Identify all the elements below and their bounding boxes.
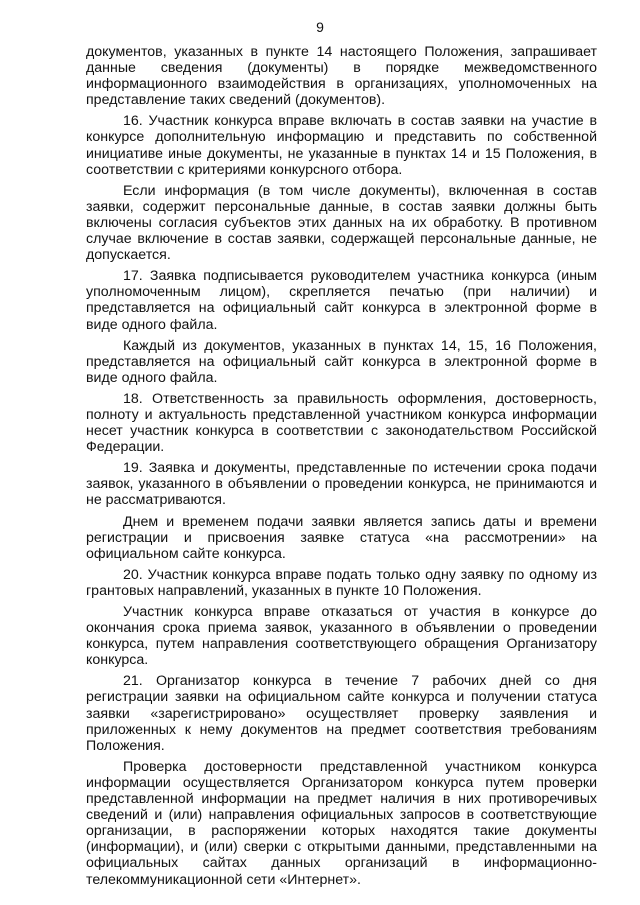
paragraph-16: 16. Участник конкурса вправе включать в состав заявки на участие в конкурсе дополнительную информацию и представить по собственной инициативе иные документы, не указанные в пунктах 14 и 15 Положения, в соответствии с критериями конкурсного отбора. [86, 113, 597, 178]
paragraph-18: 18. Ответственность за правильность оформления, достоверность, полноту и актуальность представленной участником конкурса информации несет участник конкурса в соответствии с законодательством Российской Федерации. [86, 390, 597, 456]
paragraph-19: 19. Заявка и документы, представленные по истечении срока подачи заявок, указанного в объявлении о проведении конкурса, не принимаются и не рассматриваются. [86, 460, 597, 509]
paragraph-verification: Проверка достоверности представленной участником конкурса информации осуществляется Организатором конкурса путем проверки представленной информации на предмет наличия в них противоречивых сведений и (или) направления официальных запросов в соответствующие организации, в распоряжении которых находятся такие документы (информации), и (или) сверки с открытыми данными, представленными на официальных сайтах данных организаций в информационно-телекоммуникационной сети «Интернет». [86, 758, 597, 888]
paragraph-20: 20. Участник конкурса вправе подать только одну заявку по одному из грантовых направлений, указанных в пункте 10 Положения. [86, 566, 597, 599]
paragraph-continuation: документов, указанных в пункте 14 настоящего Положения, запрашивает данные сведения (документы) в порядке межведомственного информационного взаимодействия в организациях, уполномоченных на представление таких сведений (документов). [86, 44, 597, 109]
paragraph-withdrawal: Участник конкурса вправе отказаться от участия в конкурсе до окончания срока приема заявок, указанного в объявлении о проведении конкурса, путем направления соответствующего обращения Организатору конкурса. [86, 604, 597, 669]
document-body [86, 44, 597, 893]
paragraph-personal-data: Если информация (в том числе документы), включенная в состав заявки, содержит персональные данные, в состав заявки должны быть включены согласия субъектов этих данных на их обработку. В противном случае включение в состав заявки, содержащей персональные данные, не допускается. [86, 182, 597, 264]
paragraph-17: 17. Заявка подписывается руководителем участника конкурса (иным уполномоченным лицом), скрепляется печатью (при наличии) и представляется на официальный сайт конкурса в электронной форме в виде одного файла. [86, 268, 597, 333]
page-number: 9 [316, 19, 324, 35]
paragraph-21: 21. Организатор конкурса в течение 7 рабочих дней со дня регистрации заявки на официальном сайте конкурса и получении статуса заявки «зарегистрировано» осуществляет проверку заявления и приложенных к нему документов на предмет соответствия требованиям Положения. [86, 673, 597, 754]
paragraph-submission-date: Днем и временем подачи заявки является запись даты и времени регистрации и присвоения заявке статуса «на рассмотрении» на официальном сайте конкурса. [86, 513, 597, 562]
paragraph-each-document: Каждый из документов, указанных в пунктах 14, 15, 16 Положения, представляется на официальный сайт конкурса в электронной форме в виде одного файла. [86, 337, 597, 386]
